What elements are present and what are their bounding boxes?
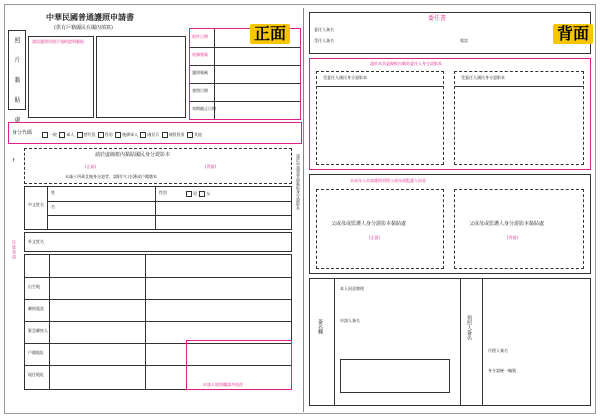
phone-label: 聯絡電話: [28, 306, 44, 311]
status-options: 一般 軍人 替代役 役男 後備軍人 國民兵 補役役男 其他: [41, 132, 202, 138]
case-label-3: 發照日期: [192, 88, 208, 93]
case-label-4: 效期截止日期: [192, 106, 216, 111]
status-label: 身分代碼: [12, 130, 33, 136]
given-label: 名: [51, 204, 55, 209]
sign-label: 簽名欄: [317, 319, 323, 334]
english-name-label: 外文姓名: [28, 239, 44, 244]
name-section: [24, 186, 292, 230]
photo-area: [28, 36, 94, 118]
sign-note-2: 代理人簽名: [488, 348, 508, 353]
left-notice: 注意事項: [12, 240, 17, 260]
parent-paste-back: 父或母或監護人身分證影本黏貼處: [469, 221, 545, 227]
id-back-title: 受委任人國民身分證影本: [461, 75, 505, 80]
case-label-1: 收據號碼: [192, 52, 208, 57]
photo-note: 請依護照用照片規格說明黏貼: [32, 39, 84, 44]
paste-section-title: 請於本頁虛線框內黏貼委任人身分證影本: [370, 61, 442, 66]
sign-box: [309, 278, 591, 406]
parent-front-label: (正面): [369, 235, 381, 240]
sign-note-3: 身分證統一編號: [488, 368, 516, 373]
photo-area-2: [96, 36, 186, 118]
delegate-line-0: 委任人簽名: [314, 27, 334, 32]
front-badge: 正面: [250, 24, 290, 44]
delegate-id-box: [309, 58, 591, 170]
parent-paste-back-area: [454, 189, 584, 269]
delegate-line-2: 電話: [460, 38, 468, 43]
delegation-title: 委任書: [428, 15, 447, 22]
case-label-0: 收件日期: [192, 34, 208, 39]
sign-note-0: 本人同意辦理: [340, 286, 364, 291]
photo-strip: [8, 30, 26, 129]
gender-options[interactable]: 男 女: [185, 191, 210, 197]
chinese-name-label: 中文姓名: [28, 202, 44, 207]
address-label: 戶籍地址: [28, 350, 44, 355]
delegate-id-front: [316, 71, 444, 165]
id-front-title: 受委任人國民身分證影本: [323, 75, 367, 80]
current-address-label: 現住地址: [28, 372, 44, 377]
parent-paste-front-area: [316, 189, 444, 269]
emergency-label: 緊急聯絡人: [28, 328, 48, 333]
delegate-sign-label: 領照人簽名: [466, 315, 472, 340]
back-page: [307, 8, 594, 412]
id-paste-title: 請於虛線框內黏貼國民身分證影本: [95, 152, 171, 158]
parent-back-label: (背面): [507, 235, 519, 240]
right-edge-label: 請於申請書背面黏貼身分證影本: [296, 154, 301, 210]
delegate-id-back: [454, 71, 584, 165]
center-divider: [303, 8, 304, 412]
back-badge: 背面: [553, 24, 593, 44]
birthplace-label: 出生地: [28, 284, 40, 289]
id-paste-note: 未滿十四歲且無身分證者，請附戶口名簿或戶籍謄本: [65, 174, 157, 179]
delegate-line-1: 受任人簽名: [314, 38, 334, 43]
english-name-row: [24, 232, 292, 252]
delegation-box: [309, 12, 591, 54]
form-subtitle: (供有戶籍國民在國內填寫): [54, 25, 113, 31]
form-title: 中華民國普通護照申請書: [46, 13, 134, 22]
parent-paste-front: 父或母或監護人身分證影本黏貼處: [331, 221, 407, 227]
footer-note: 申請人填寫欄請勿塗改: [203, 382, 243, 387]
status-row: [8, 122, 302, 144]
guardian-box: [309, 174, 591, 274]
front-page: [6, 8, 306, 412]
sign-note-1: 申請人簽名: [340, 318, 360, 323]
surname-label: 姓: [51, 190, 55, 195]
left-edge-label: ←: [10, 158, 16, 163]
photo-strip-label: 照 片 黏 貼 處: [13, 37, 20, 129]
id-paste-back: (背面): [205, 164, 217, 169]
id-paste-front: (正面): [85, 164, 97, 169]
signature-box: [186, 340, 292, 390]
gender-label: 性別: [159, 190, 167, 195]
id-paste-area: [24, 148, 292, 184]
case-label-2: 護照號碼: [192, 70, 208, 75]
signature-input[interactable]: [340, 359, 450, 393]
guardian-title: 未成年人申請護照須經父或母或監護人同意: [350, 178, 426, 183]
